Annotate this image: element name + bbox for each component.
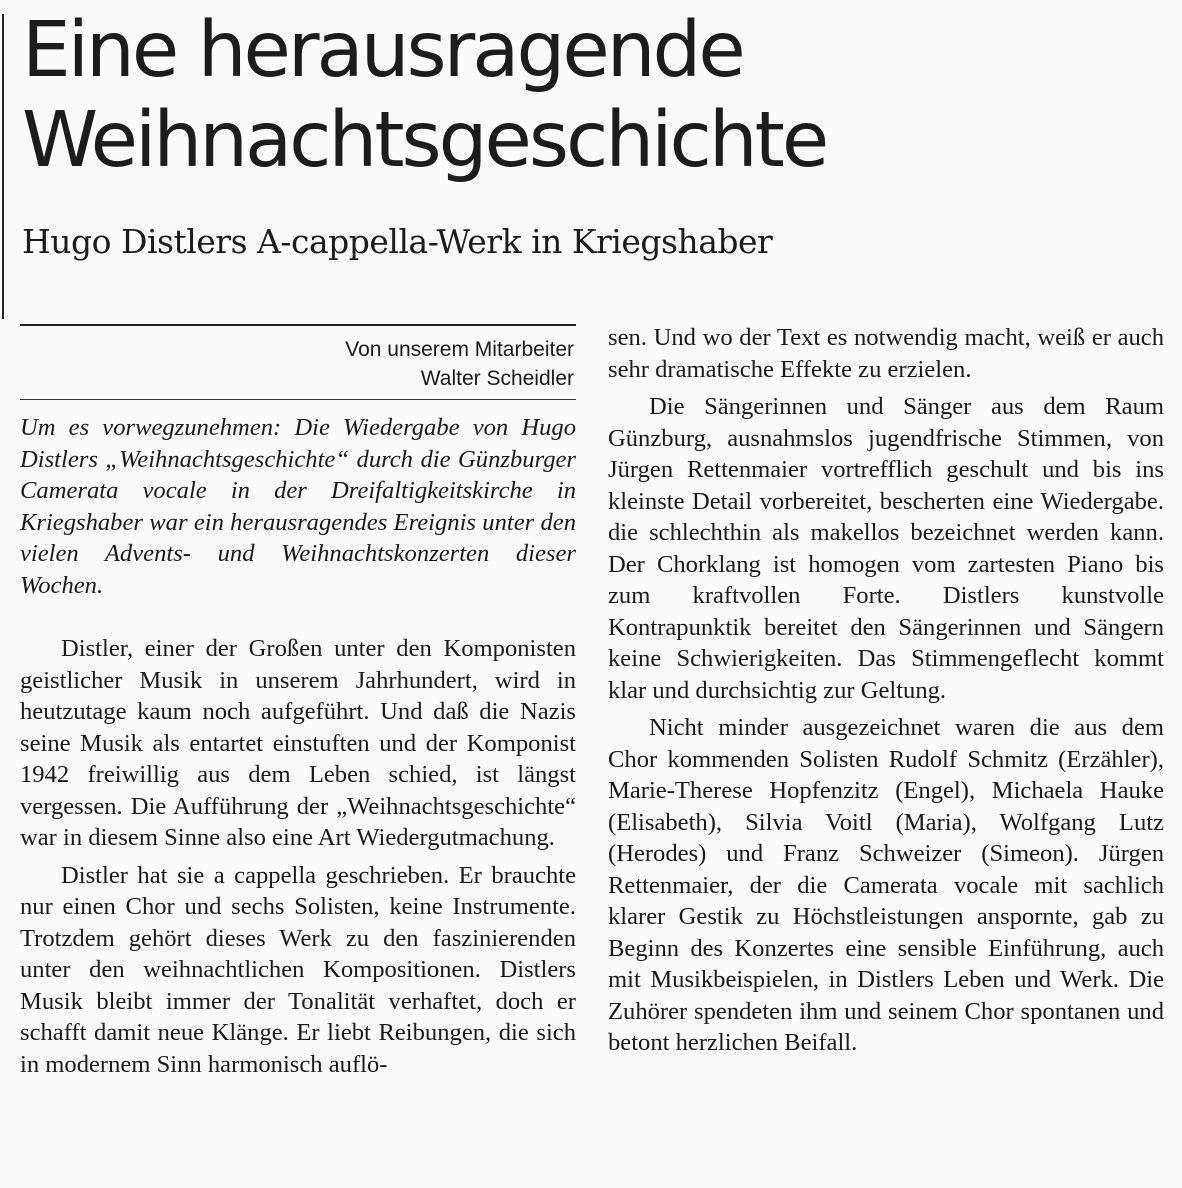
byline-rule-bottom	[20, 399, 576, 400]
byline-author: Walter Scheidler	[420, 367, 574, 390]
body-paragraph-4: Nicht minder ausgezeichnet waren die aus dem Chor kommenden Solisten Rudolf Schmitz (Erzähler), Marie-Therese Hopfenzitz (Engel), Michaela Hauke (Elisabeth), Silvia Voitl (Maria), Wolfgang Lutz (Herodes) und Franz Schweizer (Simeon). Jürgen Rettenmaier, der die Camerata vocale mit sachlich klarer Gestik zu Höchstleistungen anspornte, gab zu Beginn des Konzertes eine sensible Einführung, auch mit Musikbeispielen, in Distlers Leben und Werk. Die Zuhörer spendeten ihm und seinem Chor spontanen und betont herzlichen Beifall.	[608, 714, 1164, 1056]
body-paragraph-3: Die Sängerinnen und Sänger aus dem Raum Günzburg, ausnahmslos jugendfrische Stimmen, von Jürgen Rettenmaier vortrefflich geschult und bis ins kleinste Detail vorbereitet, bescherten eine Wiedergabe. die schlechthin als makellos bezeichnet werden kann. Der Chorklang ist homogen vom zartesten Piano bis zum kraftvollen Forte. Distlers kunstvolle Kontrapunktik bereitet den Sängerinnen und Sängern keine Schwierigkeiten. Das Stimmengeflecht kommt klar und durchsichtig zur Geltung.	[608, 393, 1164, 704]
body-paragraph-2: Distler hat sie a cappella geschrieben. Er brauchte nur einen Chor und sechs Solisten, keine Instrumente. Trotzdem gehört dieses Werk zu den faszinierenden unter den weihnachtlichen Kompositionen. Distlers Musik bleibt immer der Tonalität verhaftet, doch er schafft damit neue Klänge. Er liebt Reibungen, die sich in modernem Sinn harmonisch auflö-	[20, 861, 576, 1078]
byline-rule-top	[20, 324, 576, 326]
subtitle: Hugo Distlers A-cappella-Werk in Kriegshaber	[22, 222, 773, 261]
column-right	[608, 322, 1164, 1059]
headline	[22, 6, 826, 186]
lead-paragraph: Um es vorwegzunehmen: Die Wiedergabe von Hugo Distlers „Weihnachtsgeschichte“ durch die Günzburger Camerata vocale in der Dreifaltigkeitskirche in Kriegshaber war ein herausragendes Ereignis unter den vielen Advents- und Weihnachtskonzerten dieser Wochen.	[20, 414, 576, 599]
column-left	[20, 316, 576, 1080]
byline	[20, 335, 576, 393]
left-margin-rule	[2, 14, 4, 319]
headline-line-1: Eine herausragende	[22, 6, 743, 95]
headline-line-2: Weihnachtsgeschichte	[22, 96, 827, 185]
body-paragraph-2-continued: sen. Und wo der Text es notwendig macht, weiß er auch sehr dramatische Effekte zu erzielen.	[608, 324, 1164, 383]
body-paragraph-1: Distler, einer der Großen unter den Komponisten geistlicher Musik in unserem Jahrhundert, wird in heutzutage kaum noch aufgeführt. Und daß die Nazis seine Musik als entartet einstuften und der Komponist 1942 freiwillig aus dem Leben schied, ist längst vergessen. Die Aufführung der „Weihnachtsgeschichte“ war in diesem Sinne also eine Art Wiedergutmachung.	[20, 635, 576, 851]
byline-role: Von unserem Mitarbeiter	[345, 338, 574, 361]
